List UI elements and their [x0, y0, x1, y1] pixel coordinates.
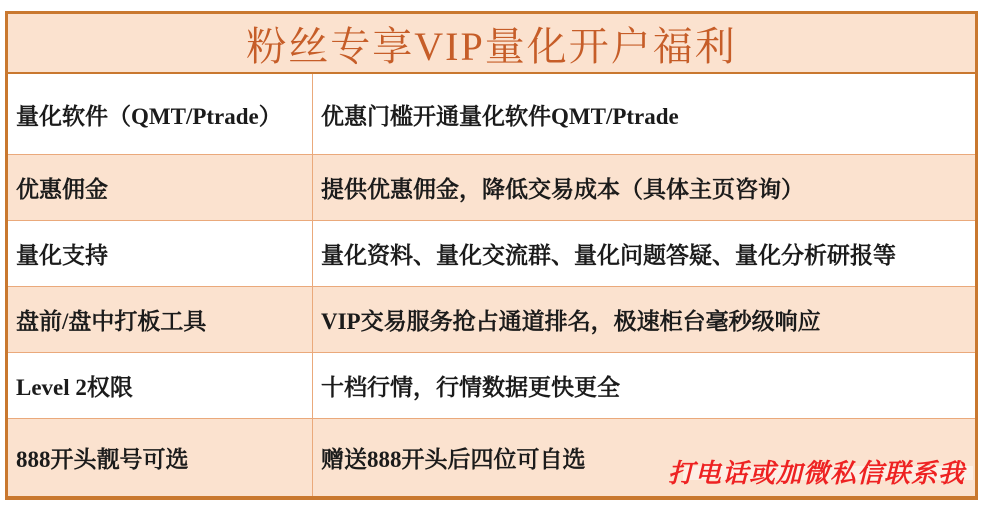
detail-cell: 优惠门槛开通量化软件QMT/Ptrade	[321, 103, 679, 129]
detail-cell: 提供优惠佣金，降低交易成本（具体主页咨询）	[321, 177, 804, 202]
table-row	[8, 154, 975, 220]
feature-cell: 优惠佣金	[8, 155, 313, 220]
detail-cell: 量化资料、量化交流群、量化问题答疑、量化分析研报等	[321, 243, 896, 268]
feature-cell: 量化支持	[8, 221, 313, 286]
contact-note: 打电话或加微私信联系我	[667, 459, 965, 488]
benefits-table	[5, 11, 978, 500]
table-row	[8, 220, 975, 286]
detail-cell: VIP交易服务抢占通道排名，极速柜台毫秒级响应	[321, 309, 821, 334]
table-row	[8, 352, 975, 418]
table-title: 粉丝专享VIP量化开户福利	[8, 14, 975, 74]
feature-cell: Level 2权限	[8, 353, 313, 418]
detail-cell: 赠送888开头后四位可自选	[321, 447, 586, 472]
table-row	[8, 286, 975, 352]
table-row	[8, 74, 975, 154]
feature-cell: 盘前/盘中打板工具	[8, 287, 313, 352]
feature-cell: 888开头靓号可选	[8, 419, 313, 496]
feature-cell: 量化软件（QMT/Ptrade）	[8, 74, 313, 154]
detail-cell: 十档行情，行情数据更快更全	[321, 375, 620, 400]
